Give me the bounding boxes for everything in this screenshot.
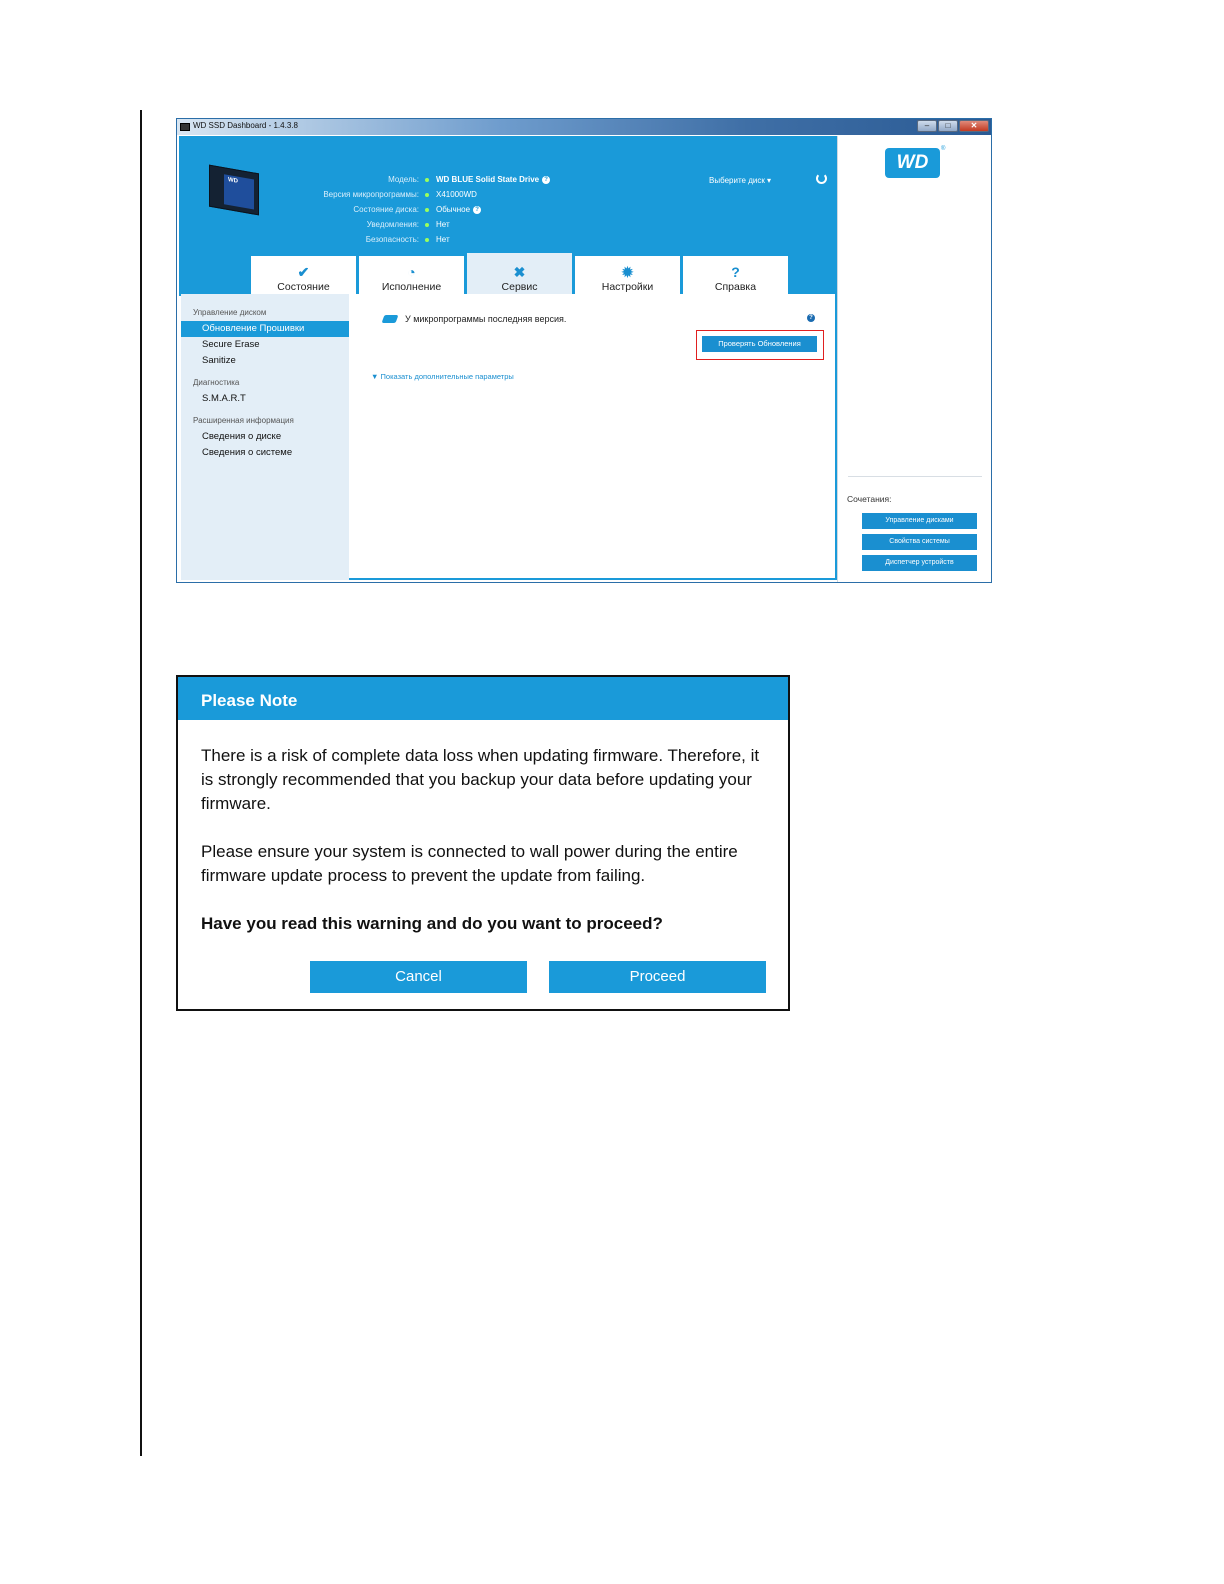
status-dot-icon bbox=[425, 238, 429, 242]
gauge-icon: ◔ bbox=[407, 264, 416, 280]
dialog-title: Please Note bbox=[178, 677, 788, 720]
info-value: Нет bbox=[436, 235, 450, 244]
info-row-model bbox=[299, 172, 550, 187]
disk-select-dropdown[interactable]: Выберите диск ▾ bbox=[709, 176, 772, 185]
refresh-icon[interactable] bbox=[816, 173, 827, 184]
window-title: WD SSD Dashboard - 1.4.3.8 bbox=[193, 121, 298, 130]
help-icon[interactable]: ? bbox=[542, 176, 550, 184]
maximize-button[interactable]: □ bbox=[938, 120, 958, 132]
info-label: Модель: bbox=[388, 175, 419, 184]
question-icon: ? bbox=[731, 264, 740, 280]
please-note-dialog bbox=[176, 675, 790, 1011]
tab-label: Сервис bbox=[501, 281, 538, 293]
help-icon[interactable]: ? bbox=[807, 314, 815, 322]
sidebar-group-title: Управление диском bbox=[193, 308, 267, 317]
status-dot-icon bbox=[425, 223, 429, 227]
info-row-firmware bbox=[299, 187, 550, 202]
firmware-status bbox=[383, 314, 566, 324]
sidebar-group-title: Расширенная информация bbox=[193, 416, 294, 425]
info-row-state bbox=[299, 202, 550, 217]
info-label: Состояние диска: bbox=[353, 205, 419, 214]
status-dot-icon bbox=[425, 193, 429, 197]
info-value: Обычное bbox=[436, 205, 471, 214]
drive-image bbox=[209, 165, 259, 216]
cancel-button[interactable]: Cancel bbox=[310, 961, 527, 993]
sidebar-group-title: Диагностика bbox=[193, 378, 240, 387]
sidebar-item-sanitize[interactable]: Sanitize bbox=[202, 355, 236, 366]
dialog-body bbox=[178, 720, 788, 936]
info-row-security bbox=[299, 232, 550, 247]
app-window bbox=[176, 118, 992, 583]
info-label: Безопасность: bbox=[365, 235, 419, 244]
help-icon[interactable]: ? bbox=[473, 206, 481, 214]
divider bbox=[848, 476, 982, 477]
dialog-warning-text: There is a risk of complete data loss when updating firmware. Therefore, it is strongly recommended that you backup your data before updating your firmware. bbox=[201, 746, 760, 813]
title-bar bbox=[177, 119, 991, 135]
check-updates-button[interactable]: Проверять Обновления bbox=[702, 336, 817, 352]
info-value: WD BLUE Solid State Drive bbox=[436, 175, 540, 184]
app-icon bbox=[180, 123, 190, 131]
sidebar-item-disk-info[interactable]: Сведения о диске bbox=[202, 431, 282, 442]
sidebar-item-system-info[interactable]: Сведения о системе bbox=[202, 447, 293, 458]
firmware-icon bbox=[382, 315, 399, 323]
dialog-question: Have you read this warning and do you want to proceed? bbox=[201, 914, 663, 933]
info-label: Уведомления: bbox=[366, 220, 419, 229]
minimize-button[interactable]: – bbox=[917, 120, 937, 132]
sidebar-item-secure-erase[interactable]: Secure Erase bbox=[202, 339, 260, 350]
tab-label: Исполнение bbox=[381, 281, 442, 293]
info-row-notifications bbox=[299, 217, 550, 232]
window-controls bbox=[917, 120, 989, 132]
tools-icon: ✖ bbox=[513, 264, 526, 280]
checkmark-icon: ✔ bbox=[297, 264, 310, 280]
show-more-options-link[interactable]: ▼ Показать дополнительные параметры bbox=[371, 372, 514, 381]
tab-label: Настройки bbox=[601, 281, 654, 293]
status-dot-icon bbox=[425, 178, 429, 182]
tab-label: Справка bbox=[714, 281, 757, 293]
info-value: X41000WD bbox=[436, 190, 477, 199]
highlight-box bbox=[696, 330, 824, 360]
info-label: Версия микропрограммы: bbox=[323, 190, 419, 199]
dialog-power-text: Please ensure your system is connected to wall power during the entire firmware update process to prevent the update from failing. bbox=[201, 842, 738, 885]
right-pane bbox=[837, 136, 991, 582]
status-dot-icon bbox=[425, 208, 429, 212]
sidebar-item-smart[interactable]: S.M.A.R.T bbox=[202, 393, 246, 404]
disk-management-button[interactable]: Управление дисками bbox=[862, 513, 977, 529]
sidebar-item-firmware-update[interactable]: Обновление Прошивки bbox=[181, 321, 349, 337]
page-margin-rule bbox=[140, 110, 142, 1456]
shortcuts-label: Сочетания: bbox=[847, 494, 892, 504]
device-manager-button[interactable]: Диспетчер устройств bbox=[862, 555, 977, 571]
registered-mark: ® bbox=[941, 146, 946, 152]
drive-header bbox=[179, 136, 837, 296]
wd-logo: WD bbox=[885, 148, 940, 178]
system-properties-button[interactable]: Свойства системы bbox=[862, 534, 977, 550]
close-button[interactable]: ✕ bbox=[959, 120, 989, 132]
sidebar bbox=[181, 294, 349, 580]
status-text: У микропрограммы последняя версия. bbox=[405, 314, 567, 324]
drive-info bbox=[299, 172, 550, 247]
proceed-button[interactable]: Proceed bbox=[549, 961, 766, 993]
main-panel bbox=[349, 294, 837, 580]
info-value: Нет bbox=[436, 220, 450, 229]
tab-label: Состояние bbox=[277, 281, 330, 293]
gear-icon: ✹ bbox=[621, 264, 634, 280]
